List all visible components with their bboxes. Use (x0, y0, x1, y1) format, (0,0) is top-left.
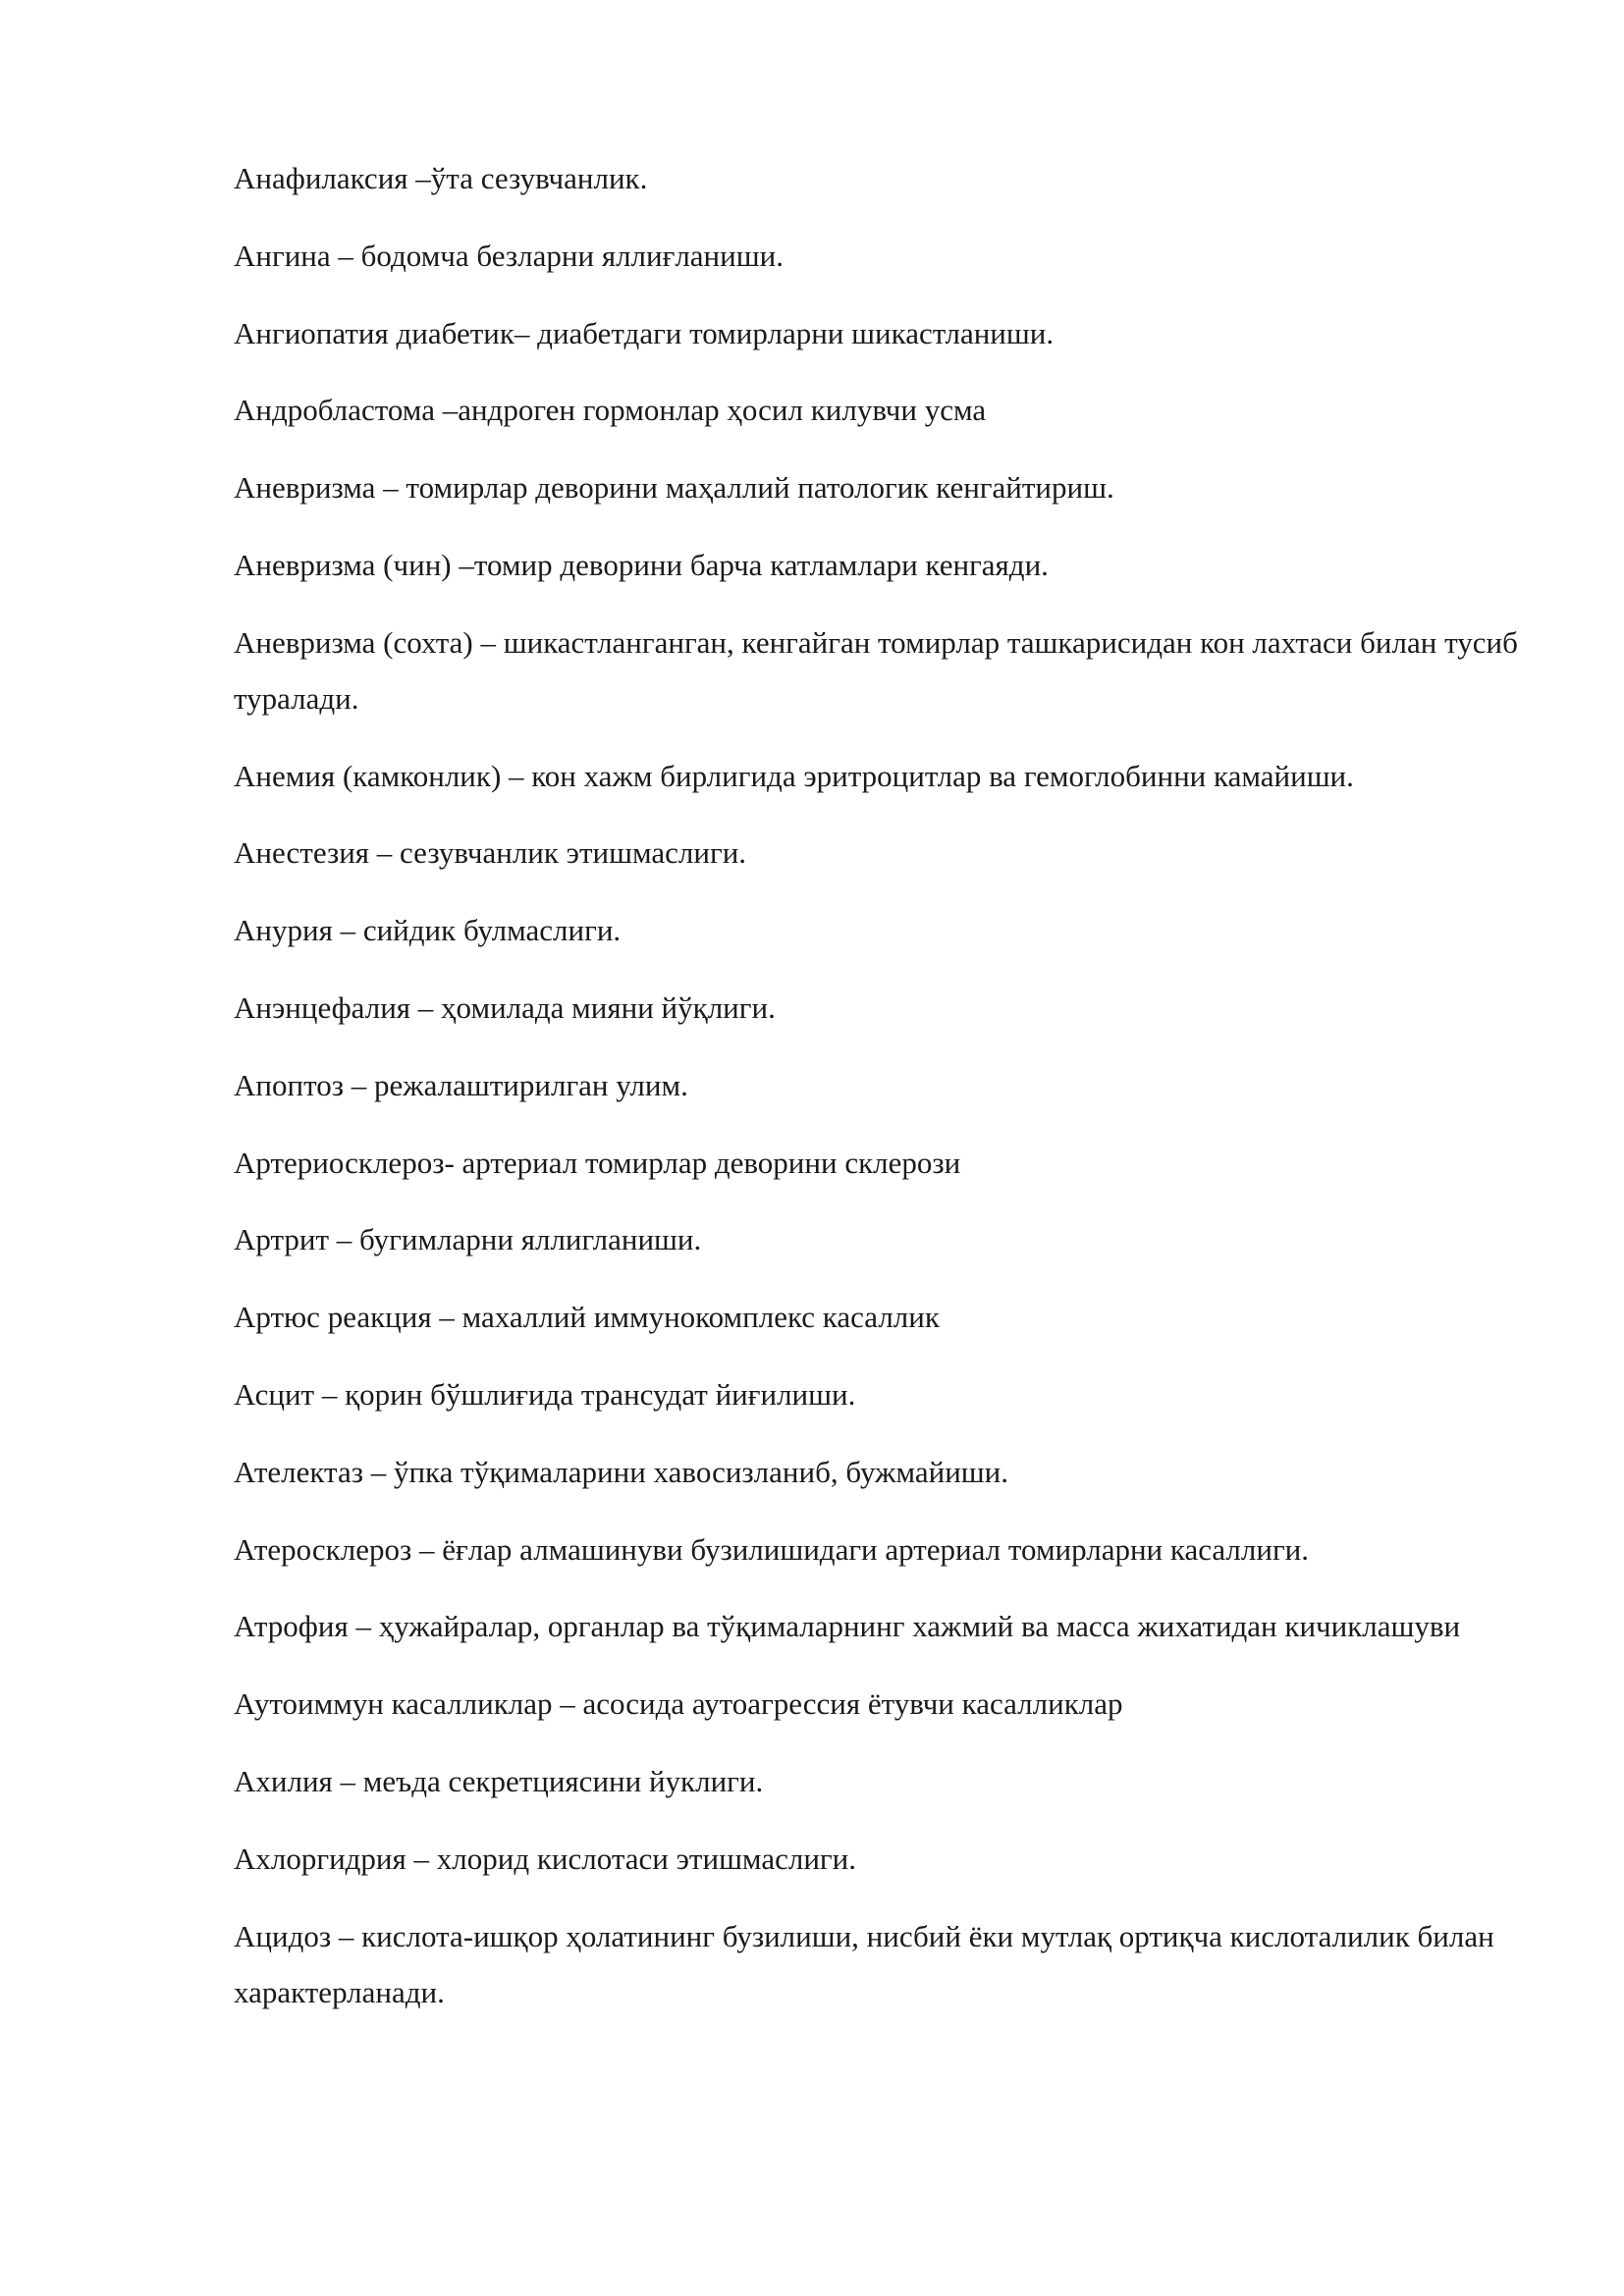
glossary-entry-atrofiya: Атрофия – ҳужайралар, органлар ва тўқималарнинг хажмий ва масса жихатидан кичиклашуви (234, 1609, 1461, 1644)
glossary-entry-autoimmun: Аутоиммун касалликлар – асосида аутоагрессия ётувчи касалликлар (234, 1686, 1123, 1722)
glossary-entry-anuriya: Анурия – сийдик булмаслиги. (234, 913, 622, 948)
glossary-entry-anemiya: Анемия (камконлик) – кон хажм бирлигида эритроцитлар ва гемоглобинни камайиши. (234, 758, 1354, 793)
glossary-entry-atsidoz: Ацидоз – кислота-ишқор ҳолатининг бузилиши, нисбий ёки мутлақ ортиқча кислоталилик билан характерланади. (234, 1918, 1494, 2009)
glossary-entry-anentsefaliya: Анэнцефалия – ҳомилада мияни йўқлиги. (234, 989, 776, 1025)
glossary-entry-atelektaz: Ателектаз – ўпка тўқималарини хавосизланиб, бужмайиши. (234, 1454, 1009, 1489)
glossary-entry-astsit: Асцит – қорин бўшлиғида трансудат йиғилиши. (234, 1376, 856, 1412)
glossary-entry-androblastoma: Андробластома –андроген гормонлар ҳосил килувчи усма (234, 393, 987, 428)
glossary-entry-anevrizma: Аневризма – томирлар деворини маҳаллий патологик кенгайтириш. (234, 470, 1114, 506)
glossary-entry-angina: Ангина – бодомча безларни яллиғланиши. (234, 238, 784, 273)
glossary-entry-akhiliya: Ахилия – меъда секретциясини йуклиги. (234, 1763, 764, 1798)
glossary-entry-anesteziya: Анестезия – сезувчанлик этишмаслиги. (234, 835, 747, 871)
glossary-entry-anafilaksiya: Анафилаксия –ўта сезувчанлик. (234, 161, 648, 195)
glossary-entry-akhlorgidriya: Ахлоргидрия – хлорид кислотаси этишмаслиги. (234, 1841, 856, 1876)
glossary-entry-artrit: Артрит – бугимларни яллигланиши. (234, 1222, 702, 1257)
glossary-entry-artyus-reaktsiya: Артюс реакция – махаллий иммунокомплекс касаллик (234, 1300, 940, 1335)
glossary-entry-apoptoz: Апоптоз – режалаштирилган улим. (234, 1067, 688, 1102)
glossary-entry-arterioskleroz: Артериосклероз- артериал томирлар деворини склерози (234, 1145, 961, 1180)
glossary-entry-anevrizma-chin: Аневризма (чин) –томир деворини барча катламлари кенгаяди. (234, 547, 1049, 582)
glossary-list (234, 150, 1530, 2041)
glossary-entry-angiopatiya: Ангиопатия диабетик– диабетдаги томирларни шикастланиши. (234, 315, 1055, 350)
glossary-entry-anevrizma-sokhta: Аневризма (сохта) – шикастланганган, кенгайган томирлар ташкарисидан кон лахтаси билан тусиб туралади. (234, 624, 1518, 716)
glossary-entry-ateroskleroz: Атеросклероз – ёғлар алмашинуви бузилишидаги артериал томирларни касаллиги. (234, 1531, 1310, 1567)
